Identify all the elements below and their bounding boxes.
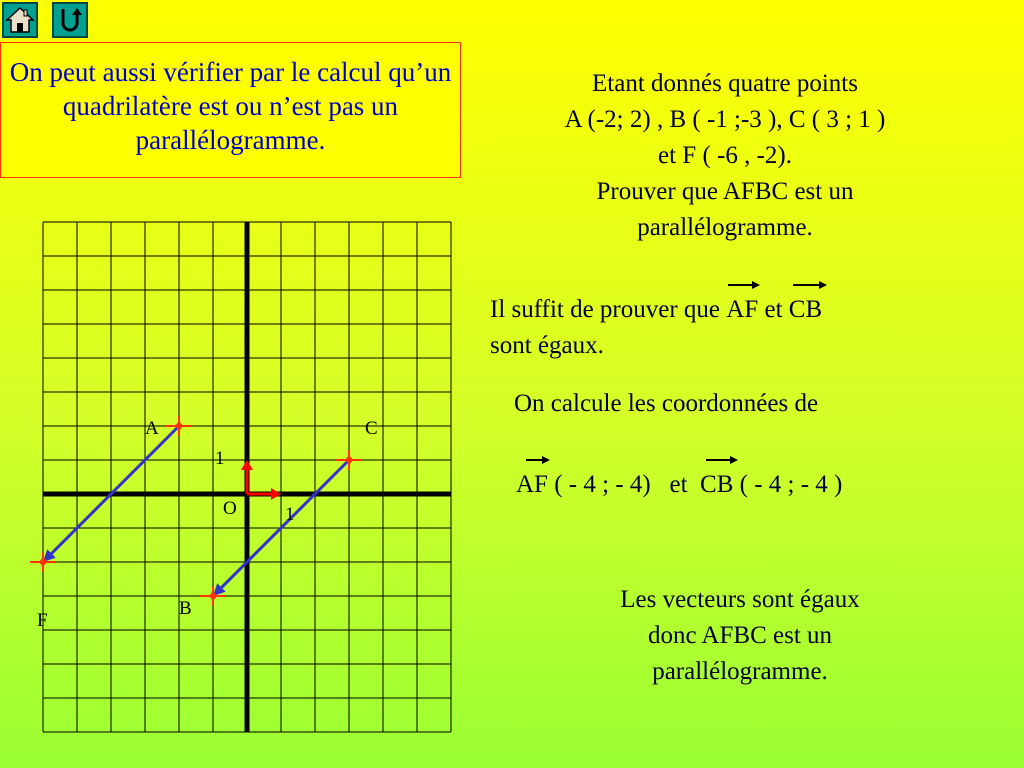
origin-label: O [223, 498, 237, 519]
point-label-A: A [145, 418, 159, 439]
vector-separator: et [669, 471, 688, 498]
vector-af-coords: ( - 4 ; - 4) [547, 471, 651, 498]
vector-cb-label: CB [789, 292, 822, 328]
unit-vector-i-head [271, 488, 281, 500]
problem-line-2: A (-2; 2) , B ( -1 ;-3 ), C ( 3 ; 1 ) [564, 106, 886, 133]
problem-line-3: et F ( -6 , -2). [658, 142, 792, 169]
conclusion-line-3: parallélogramme. [652, 658, 828, 685]
point-markers [30, 416, 362, 606]
unit-vector-j-head [241, 460, 253, 470]
vector-lines [43, 426, 349, 596]
conclusion-line-1: Les vecteurs sont égaux [620, 586, 860, 613]
vector-cb-coords: ( - 4 ; - 4 ) [733, 471, 843, 498]
problem-line-5: parallélogramme. [637, 214, 813, 241]
conclusion-line-2: donc AFBC est un [647, 622, 833, 649]
problem-line-1: Etant donnés quatre points [592, 70, 858, 97]
point-label-C: C [365, 418, 378, 439]
unit-y-label: 1 [215, 448, 225, 469]
graph-labels [37, 418, 378, 631]
info-note-text: On peut aussi vérifier par le calcul qu’un quadrilatère est ou n’est pas un parallélogramme. [9, 57, 452, 155]
vector-AF [51, 426, 179, 554]
point-label-F: F [37, 610, 48, 631]
problem-line-4: Prouver que AFBC est un [596, 178, 854, 205]
unit-vectors [241, 460, 281, 500]
vector-af-label: AF [726, 292, 758, 328]
method-line-2: sont égaux. [490, 332, 604, 359]
unit-x-label: 1 [285, 504, 295, 525]
vector-af-name: AF [516, 467, 548, 503]
vector-cb-name: CB [700, 467, 733, 503]
method-pre: Il suffit de prouver que [490, 296, 727, 323]
calc-intro: On calcule les coordonnées de [514, 390, 819, 417]
method-mid: et [758, 296, 789, 323]
point-label-B: B [179, 598, 192, 619]
